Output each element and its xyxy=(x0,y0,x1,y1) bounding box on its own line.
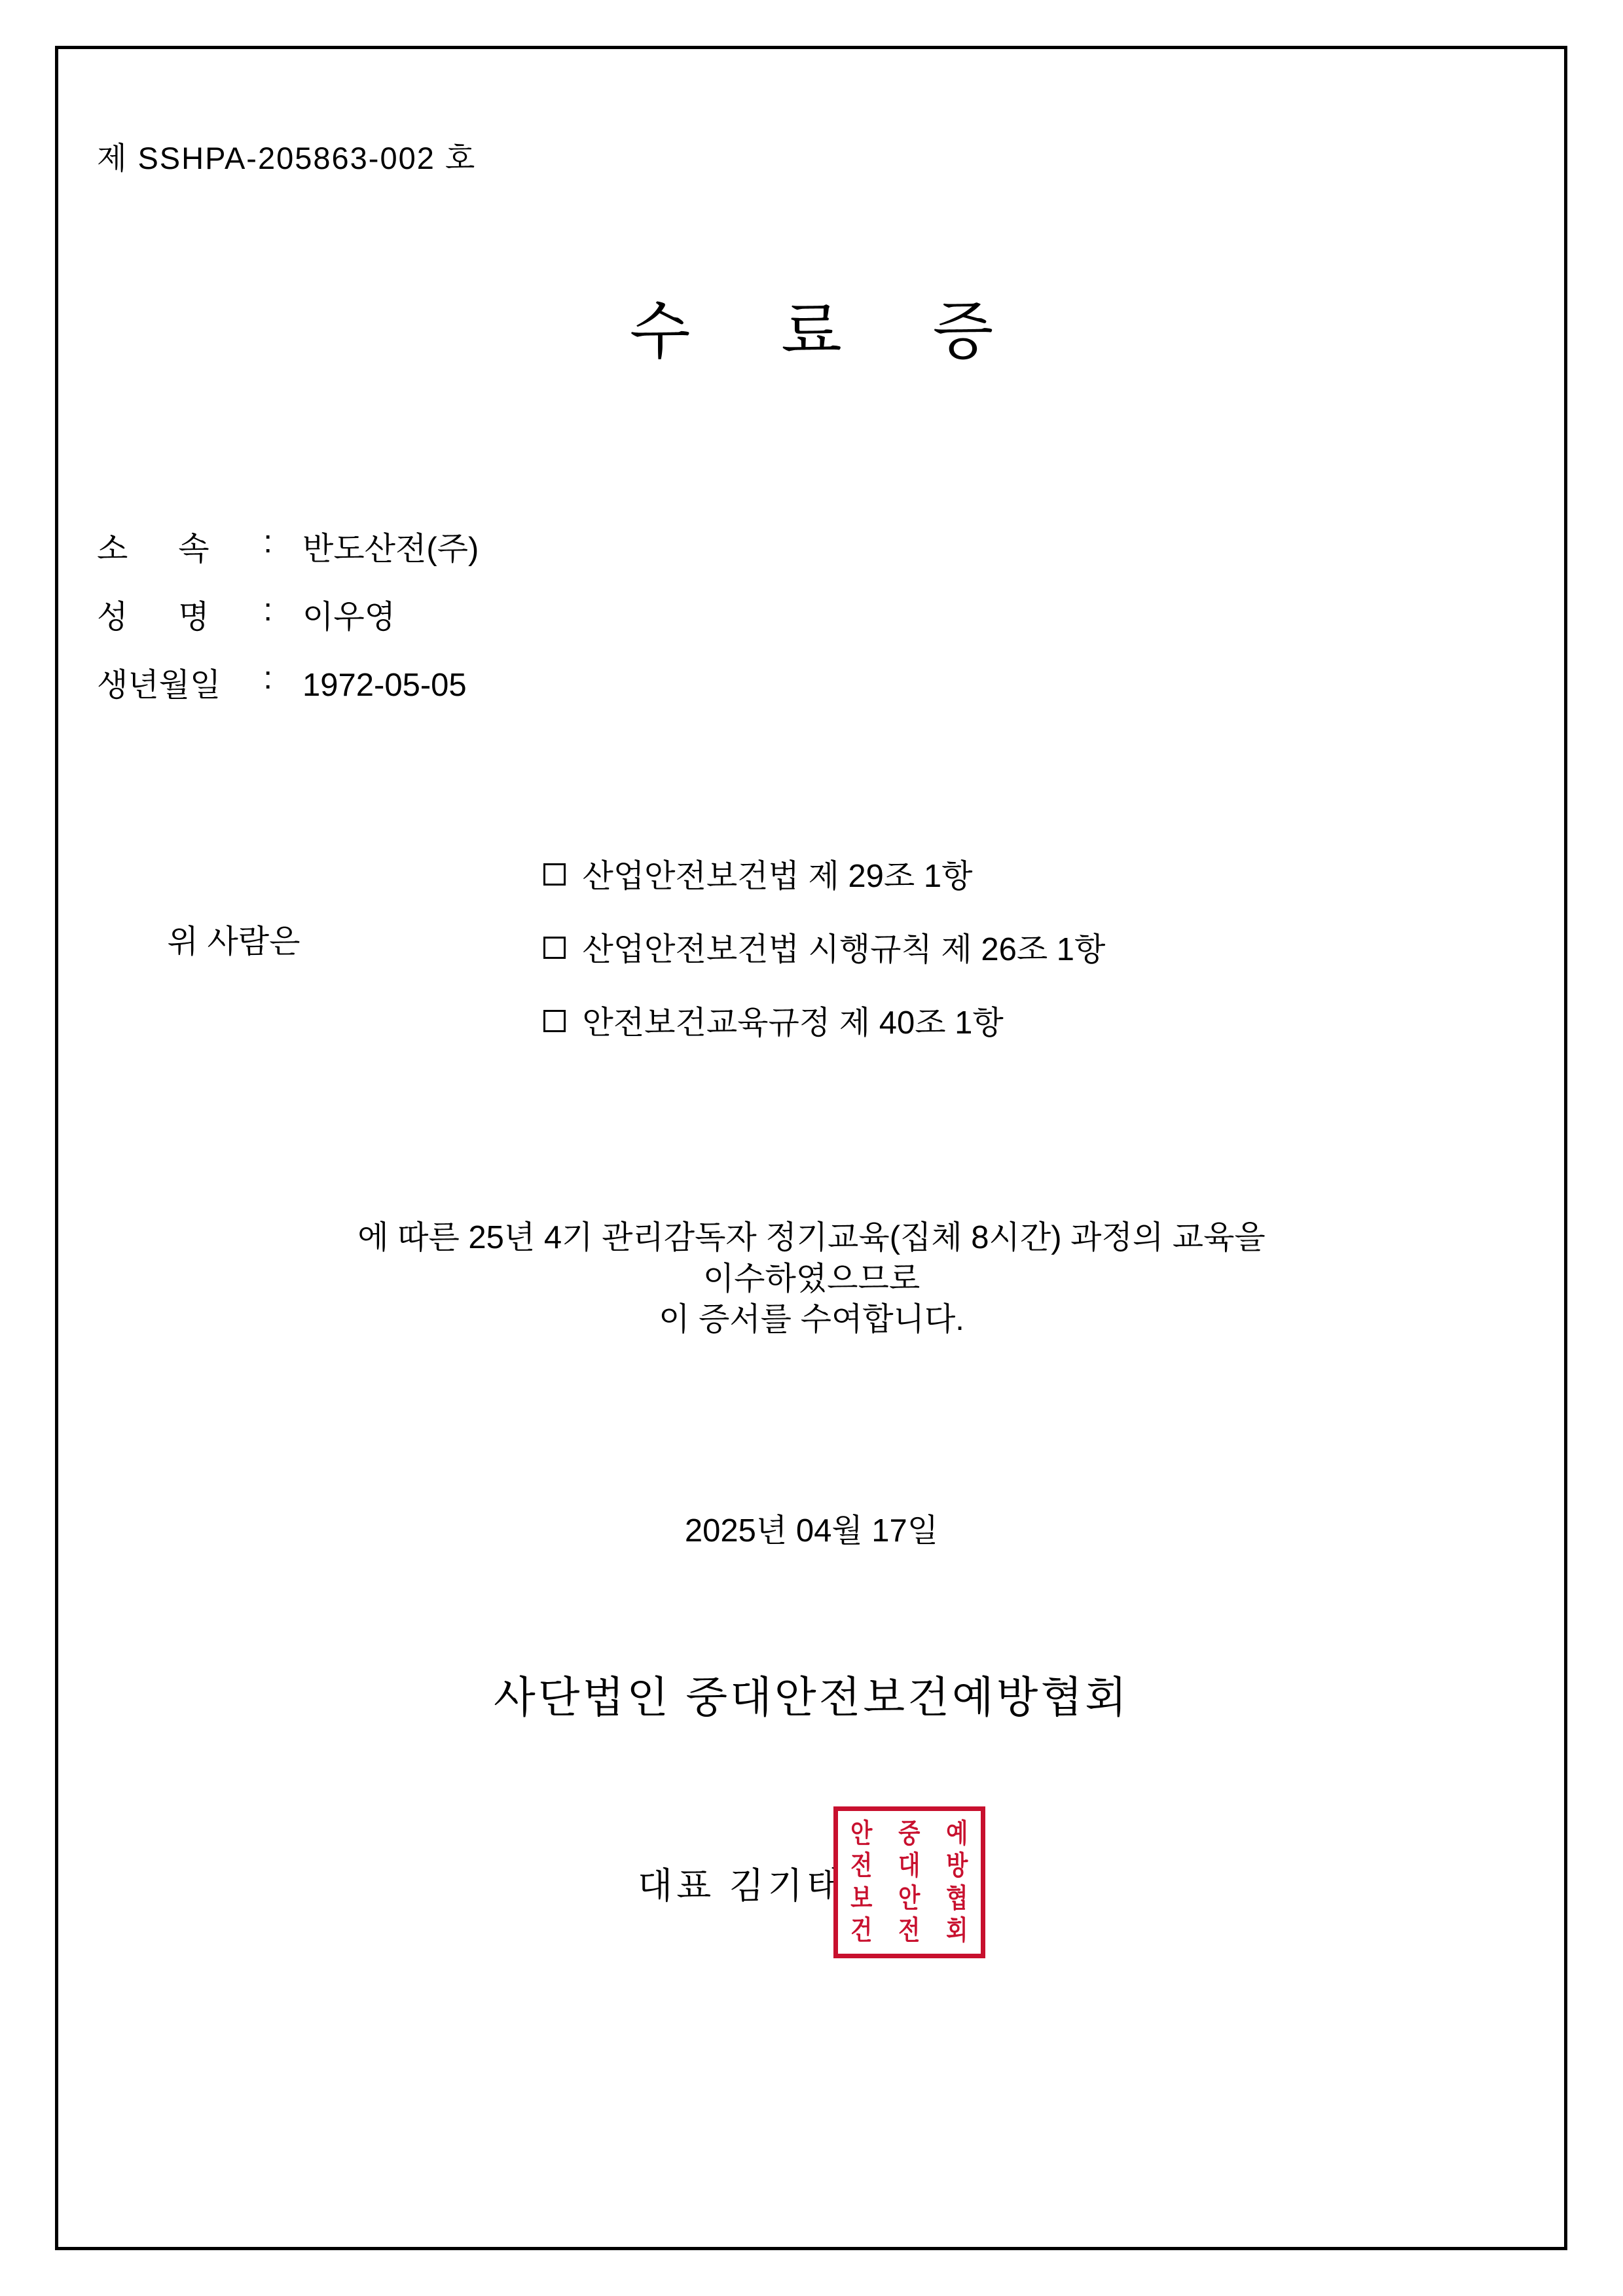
seal-char: 협 xyxy=(945,1882,968,1913)
seal-char: 회 xyxy=(945,1915,968,1946)
body-line: 이 증서를 수여합니다. xyxy=(659,1302,964,1338)
seal-char: 보 xyxy=(850,1882,873,1913)
field-label-left: 생년월일 xyxy=(97,668,221,703)
seal-column xyxy=(886,1811,934,1954)
field-label-left: 소 xyxy=(97,531,128,567)
seal-char: 방 xyxy=(945,1850,968,1881)
field-label-right: 명 xyxy=(178,600,210,635)
clause-item xyxy=(543,924,1499,970)
seal-char: 전 xyxy=(850,1850,873,1881)
field-label-right: 속 xyxy=(178,531,210,567)
clause-text: 산업안전보건법 제 29조 1항 xyxy=(582,859,973,894)
seal-char: 건 xyxy=(850,1915,873,1946)
checkbox-icon[interactable] xyxy=(543,863,566,886)
page-title: 수 료 증 xyxy=(629,296,1030,367)
seal-column xyxy=(838,1811,886,1954)
seal-char: 중 xyxy=(898,1818,921,1848)
clause-section xyxy=(0,851,1623,1071)
body-line: 에 따른 25년 4기 관리감독자 정기교육(집체 8시간) 과정의 교육을 xyxy=(357,1220,1266,1255)
field-name xyxy=(97,592,1013,637)
field-value-affiliation: 반도산전(주) xyxy=(302,531,479,567)
field-label-colon: : xyxy=(263,592,272,628)
checkbox-icon[interactable] xyxy=(543,937,566,959)
field-affiliation xyxy=(97,524,1013,569)
seal-char: 전 xyxy=(898,1915,921,1946)
signature-row xyxy=(0,1806,1623,1958)
document-number: 제 SSHPA-205863-002 호 xyxy=(97,141,477,175)
clause-lead-text: 위 사람은 xyxy=(167,924,301,960)
field-label-colon: : xyxy=(263,524,272,560)
field-label xyxy=(97,524,272,569)
field-label-left: 성 xyxy=(97,600,128,635)
checkbox-icon[interactable] xyxy=(543,1010,566,1032)
clause-item xyxy=(543,851,1499,897)
field-value-birth-date: 1972-05-05 xyxy=(302,668,467,703)
organization-name: 사단법인 중대안전보건예방협회 xyxy=(494,1673,1129,1721)
seal-char: 안 xyxy=(850,1818,873,1848)
clause-item xyxy=(543,997,1499,1043)
field-label xyxy=(97,660,272,706)
seal-column xyxy=(933,1811,981,1954)
seal-char: 대 xyxy=(898,1850,921,1881)
representative-name: 대표 김기태 xyxy=(638,1865,845,1906)
seal-char: 안 xyxy=(898,1882,921,1913)
body-line: 이수하였으므로 xyxy=(702,1261,921,1297)
field-birth-date xyxy=(97,660,1013,706)
seal-char: 예 xyxy=(945,1818,968,1848)
field-label-colon: : xyxy=(263,660,272,696)
field-value-name: 이우영 xyxy=(302,600,396,635)
official-seal-icon xyxy=(833,1806,985,1958)
clause-wrapper xyxy=(124,851,1499,1043)
issue-date: 2025년 04월 17일 xyxy=(684,1513,939,1549)
clause-text: 산업안전보건법 시행규칙 제 26조 1항 xyxy=(582,932,1106,967)
recipient-fields xyxy=(97,524,1013,728)
clause-text: 안전보건교육규정 제 40조 1항 xyxy=(582,1005,1004,1041)
field-label xyxy=(97,592,272,637)
clause-list xyxy=(543,851,1499,1043)
body-text xyxy=(0,1217,1623,1340)
